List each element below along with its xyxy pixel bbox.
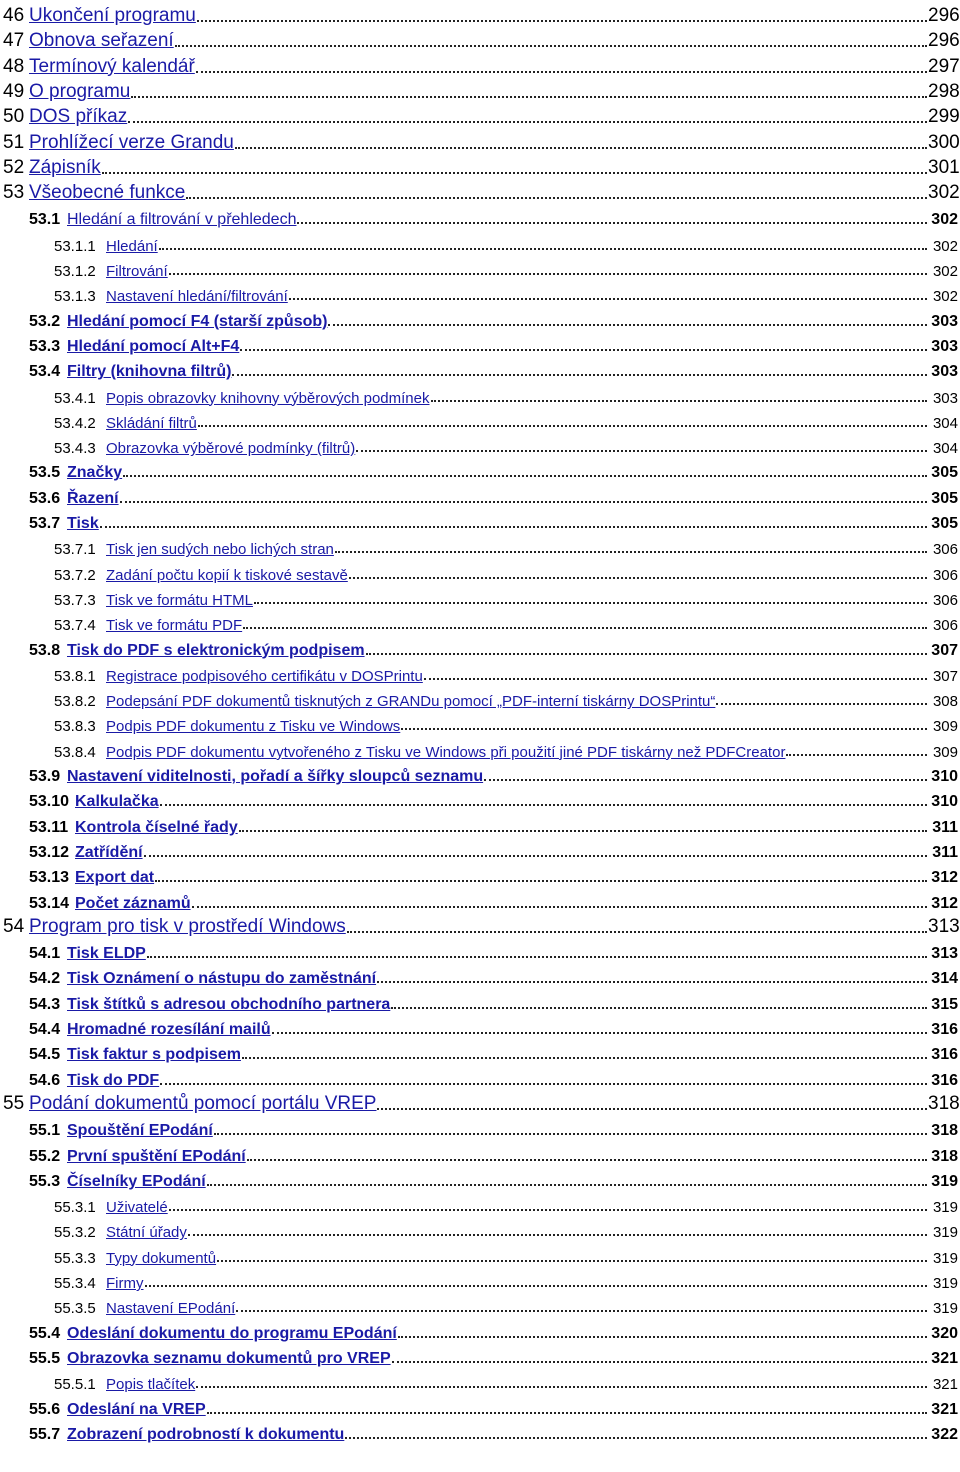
toc-leader-dots [254, 602, 927, 604]
toc-leader-dots [128, 121, 927, 123]
toc-leader-dots [207, 1184, 927, 1186]
toc-leader-dots [186, 197, 927, 199]
toc-entry-number: 53.8.1 [54, 667, 96, 685]
toc-entry-page-number: 309 [932, 743, 958, 761]
toc-entry-number: 53.1 [29, 211, 61, 229]
toc-entry[interactable] [0, 1141, 960, 1166]
toc-leader-dots [123, 475, 927, 477]
toc-entry-link[interactable]: Popis obrazovky knihovny výběrových podmínek [106, 389, 430, 407]
toc-entry-page-number: 296 [928, 5, 960, 26]
toc-leader-dots [392, 1361, 927, 1363]
toc-leader-dots [236, 1310, 927, 1312]
toc-entry-page-number: 298 [928, 80, 960, 102]
toc-leader-dots [198, 425, 927, 427]
toc-entry-link[interactable]: Hledání a filtrování v přehledech [67, 211, 297, 229]
toc-entry[interactable] [0, 1242, 960, 1267]
toc-entry[interactable] [0, 78, 960, 103]
toc-entry-page-number: 312 [931, 869, 958, 887]
toc-entry[interactable] [0, 432, 960, 457]
toc-entry-number: 54 [3, 915, 25, 937]
toc-leader-dots [196, 71, 927, 73]
toc-entry[interactable] [0, 255, 960, 280]
toc-entry-page-number: 315 [931, 995, 958, 1013]
toc-entry[interactable] [0, 837, 960, 862]
toc-leader-dots [169, 1209, 927, 1211]
toc-entry-page-number: 300 [928, 131, 960, 153]
toc-leader-dots [196, 1386, 927, 1388]
toc-entry-number: 50 [3, 106, 25, 128]
toc-entry-link[interactable]: Všeobecné funkce [29, 182, 186, 204]
toc-leader-dots [289, 298, 927, 300]
toc-entry[interactable] [0, 1166, 960, 1191]
toc-entry-number: 55.3.2 [54, 1224, 96, 1242]
toc-entry-number: 55.2 [29, 1147, 61, 1165]
toc-entry[interactable] [0, 963, 960, 988]
toc-entry-number: 53.10 [29, 793, 70, 811]
toc-entry-link[interactable]: Uživatelé [106, 1199, 168, 1217]
toc-entry-number: 53.1.1 [54, 237, 96, 255]
toc-entry-number: 53.13 [29, 869, 70, 887]
toc-entry[interactable] [0, 786, 960, 811]
toc-entry-page-number: 319 [932, 1224, 958, 1242]
toc-entry-page-number: 305 [931, 489, 958, 507]
toc-entry-page-number: 310 [931, 768, 958, 785]
toc-entry-number: 53.4 [29, 363, 61, 381]
toc-entry-link[interactable]: Podepsání PDF dokumentů tisknutých z GRANDu pomocí „PDF-interní tiskárny DOSPrintu“ [106, 693, 716, 711]
toc-entry-page-number: 322 [931, 1425, 958, 1443]
toc-entry[interactable] [0, 1191, 960, 1216]
toc-leader-dots [716, 703, 927, 705]
toc-entry[interactable] [0, 1368, 960, 1393]
toc-entry-number: 53.8 [29, 641, 61, 659]
toc-entry-page-number: 318 [931, 1122, 958, 1140]
toc-entry-link[interactable]: Zadání počtu kopií k tiskové sestavě [106, 566, 348, 584]
toc-entry-page-number: 309 [932, 718, 958, 736]
toc-leader-dots [424, 678, 927, 680]
toc-entry-number: 53.14 [29, 894, 70, 912]
toc-entry-page-number: 303 [931, 363, 958, 381]
toc-entry-number: 55.3 [29, 1172, 61, 1190]
toc-entry-link[interactable]: Kontrola číselné řady [75, 818, 238, 836]
toc-entry-link[interactable]: Odeslání na VREP [67, 1400, 206, 1418]
toc-entry-page-number: 313 [931, 945, 958, 963]
toc-leader-dots [484, 779, 927, 781]
toc-entry-link[interactable]: Odeslání dokumentu do programu EPodání [67, 1324, 397, 1342]
toc-entry-link[interactable]: Zobrazení podrobností k dokumentu [67, 1425, 345, 1443]
toc-entry-page-number: 303 [932, 389, 958, 407]
toc-entry-link[interactable]: Hledání pomocí Alt+F4 [67, 337, 240, 355]
toc-entry-number: 55.5 [29, 1349, 61, 1367]
toc-entry-page-number: 321 [931, 1400, 958, 1418]
toc-entry-link[interactable]: Spouštění EPodání [67, 1122, 213, 1140]
toc-entry[interactable] [0, 660, 960, 685]
toc-leader-dots [232, 374, 927, 376]
toc-leader-dots [102, 172, 927, 174]
toc-entry-number: 53.3 [29, 337, 61, 355]
toc-entry-page-number: 306 [932, 541, 958, 559]
toc-entry[interactable] [0, 533, 960, 558]
toc-entry-link[interactable]: Tisk do PDF s elektronickým podpisem [67, 641, 365, 659]
toc-leader-dots [120, 501, 927, 503]
toc-entry-link[interactable]: Ukončení programu [29, 5, 196, 26]
toc-entry-number: 52 [3, 156, 25, 178]
toc-entry-page-number: 311 [932, 818, 958, 836]
toc-entry-number: 55.3.3 [54, 1249, 96, 1267]
toc-entry[interactable] [0, 331, 960, 356]
toc-entry[interactable] [0, 989, 960, 1014]
toc-entry-link[interactable]: Tisk Oznámení o nástupu do zaměstnání [67, 970, 377, 988]
toc-entry[interactable] [0, 559, 960, 584]
toc-entry-page-number: 296 [928, 30, 960, 52]
toc-entry-page-number: 306 [932, 617, 958, 635]
toc-entry[interactable] [0, 457, 960, 482]
toc-entry-link[interactable]: Filtry (knihovna filtrů) [67, 363, 232, 381]
toc-leader-dots [144, 855, 927, 857]
toc-entry-number: 55.4 [29, 1324, 61, 1342]
toc-leader-dots [217, 1260, 927, 1262]
toc-entry[interactable] [0, 584, 960, 609]
toc-entry-link[interactable]: Podpis PDF dokumentu vytvořeného z Tisku ve Windows při použití jiné PDF tiskárny než PDFCreator [106, 743, 786, 761]
toc-entry-number: 53.9 [29, 768, 61, 785]
toc-entry-link[interactable]: Nastavení viditelnosti, pořadí a šířky sloupců seznamu [67, 768, 484, 785]
toc-entry-page-number: 319 [932, 1300, 958, 1318]
toc-entry-number: 55.1 [29, 1122, 61, 1140]
toc-entry-number: 54.6 [29, 1071, 61, 1089]
toc-entry-number: 46 [3, 5, 25, 26]
toc-leader-dots [349, 577, 927, 579]
toc-entry[interactable] [0, 710, 960, 735]
toc-entry[interactable] [0, 1216, 960, 1241]
toc-entry-number: 48 [3, 55, 25, 77]
toc-entry[interactable] [0, 27, 960, 52]
toc-entry-number: 49 [3, 80, 25, 102]
toc-entry[interactable] [0, 609, 960, 634]
toc-entry[interactable] [0, 1115, 960, 1140]
toc-leader-dots [431, 400, 928, 402]
toc-entry-page-number: 302 [932, 288, 958, 306]
toc-leader-dots [160, 804, 927, 806]
toc-entry-page-number: 307 [931, 641, 958, 659]
toc-entry-link[interactable]: Program pro tisk v prostředí Windows [29, 915, 346, 937]
toc-entry-number: 54.4 [29, 1021, 61, 1038]
toc-entry-page-number: 305 [931, 464, 958, 482]
toc-entry[interactable] [0, 407, 960, 432]
toc-leader-dots [377, 981, 927, 983]
toc-entry-link[interactable]: Hledání [106, 237, 158, 255]
toc-leader-dots [192, 906, 927, 908]
toc-entry[interactable] [0, 1065, 960, 1090]
toc-entry-number: 55.3.1 [54, 1199, 96, 1217]
toc-entry-number: 53.4.2 [54, 414, 96, 432]
toc-entry[interactable] [0, 103, 960, 128]
toc-entry-link[interactable]: Skládání filtrů [106, 414, 197, 432]
toc-entry-number: 54.5 [29, 1046, 61, 1064]
toc-entry[interactable] [0, 938, 960, 963]
toc-leader-dots [243, 627, 927, 629]
toc-entry[interactable] [0, 761, 960, 786]
toc-entry-number: 53.5 [29, 464, 61, 482]
toc-entry-link[interactable]: Tisk do PDF [67, 1071, 160, 1089]
toc-entry-number: 54.2 [29, 970, 61, 988]
toc-entry-number: 55.6 [29, 1400, 61, 1418]
toc-leader-dots [155, 880, 927, 882]
toc-entry[interactable] [0, 356, 960, 381]
toc-entry-page-number: 319 [932, 1249, 958, 1267]
toc-leader-dots [145, 1285, 928, 1287]
toc-entry-number: 53.8.3 [54, 718, 96, 736]
toc-entry-link[interactable]: Tisk štítků s adresou obchodního partnera [67, 995, 391, 1013]
toc-entry-page-number: 301 [928, 156, 960, 178]
toc-entry-link[interactable]: Filtrování [106, 263, 168, 280]
toc-entry[interactable] [0, 862, 960, 887]
toc-entry-page-number: 316 [931, 1071, 958, 1089]
toc-entry-number: 53.7 [29, 515, 61, 532]
toc-entry-link[interactable]: Obrazovka výběrové podmínky (filtrů) [106, 440, 356, 458]
toc-entry-link[interactable]: Registrace podpisového certifikátu v DOSPrintu [106, 667, 423, 685]
toc-entry-link[interactable]: Tisk ve formátu PDF [106, 617, 243, 635]
toc-entry[interactable] [0, 1419, 960, 1444]
toc-entry-link[interactable]: Tisk ve formátu HTML [106, 591, 253, 609]
toc-entry-page-number: 304 [932, 440, 958, 458]
toc-leader-dots [207, 1412, 927, 1414]
toc-leader-dots [272, 1032, 927, 1034]
toc-entry-link[interactable]: Kalkulačka [75, 793, 159, 811]
toc-leader-dots [235, 147, 927, 149]
toc-entry[interactable] [0, 888, 960, 913]
toc-entry[interactable] [0, 1267, 960, 1292]
toc-leader-dots [214, 1133, 927, 1135]
toc-entry-number: 55.7 [29, 1425, 61, 1443]
toc-leader-dots [242, 1057, 927, 1059]
toc-entry-link[interactable]: Hledání pomocí F4 (starší způsob) [67, 312, 328, 330]
toc-entry-number: 53.2 [29, 312, 61, 330]
toc-leader-dots [188, 1234, 927, 1236]
toc-leader-dots [239, 830, 927, 832]
toc-entry-link[interactable]: Tisk [67, 515, 99, 532]
toc-leader-dots [197, 20, 927, 22]
toc-entry-page-number: 312 [931, 894, 958, 912]
toc-entry[interactable] [0, 154, 960, 179]
toc-entry[interactable] [0, 685, 960, 710]
toc-entry-page-number: 316 [931, 1021, 958, 1038]
toc-entry-page-number: 319 [931, 1172, 958, 1190]
toc-entry[interactable] [0, 129, 960, 154]
toc-entry[interactable] [0, 306, 960, 331]
toc-entry-number: 55 [3, 1092, 25, 1114]
toc-entry-link[interactable]: Nastavení EPodání [106, 1300, 236, 1318]
toc-entry-number: 53 [3, 182, 25, 204]
toc-entry[interactable] [0, 53, 960, 78]
toc-leader-dots [335, 551, 927, 553]
toc-entry[interactable] [0, 635, 960, 660]
toc-leader-dots [160, 1083, 927, 1085]
toc-entry-number: 47 [3, 30, 25, 52]
toc-entry-number: 55.3.5 [54, 1300, 96, 1318]
toc-entry-number: 53.8.2 [54, 693, 96, 711]
toc-entry-link[interactable]: První spuštění EPodání [67, 1147, 246, 1165]
toc-entry-page-number: 304 [932, 414, 958, 432]
toc-leader-dots [398, 1336, 927, 1338]
toc-entry[interactable] [0, 280, 960, 305]
toc-entry[interactable] [0, 913, 960, 938]
toc-entry-number: 53.4.3 [54, 440, 96, 458]
toc-entry-page-number: 320 [931, 1324, 958, 1342]
toc-entry-page-number: 313 [928, 915, 960, 937]
toc-leader-dots [356, 450, 927, 452]
toc-entry[interactable] [0, 179, 960, 204]
toc-entry-link[interactable]: Zápisník [29, 156, 101, 178]
toc-leader-dots [159, 248, 927, 250]
toc-entry-link[interactable]: O programu [29, 80, 131, 102]
toc-entry-page-number: 319 [932, 1199, 958, 1217]
toc-entry-number: 53.8.4 [54, 743, 96, 761]
toc-entry-page-number: 302 [932, 237, 958, 255]
toc-entry-page-number: 310 [931, 793, 958, 811]
toc-entry-number: 55.3.4 [54, 1275, 96, 1292]
toc-entry-number: 53.7.1 [54, 541, 96, 559]
toc-leader-dots [401, 728, 927, 730]
toc-entry[interactable] [0, 1014, 960, 1039]
toc-entry-page-number: 306 [932, 566, 958, 584]
toc-leader-dots [345, 1437, 927, 1439]
toc-entry-link[interactable]: Podpis PDF dokumentu z Tisku ve Windows [106, 718, 401, 736]
toc-leader-dots [247, 1159, 927, 1161]
toc-leader-dots [328, 324, 927, 326]
toc-entry-link[interactable]: Obrazovka seznamu dokumentů pro VREP [67, 1349, 391, 1367]
toc-entry[interactable] [0, 1039, 960, 1064]
toc-entry[interactable] [0, 812, 960, 837]
toc-leader-dots [147, 956, 927, 958]
toc-leader-dots [131, 96, 927, 98]
toc-leader-dots [240, 349, 927, 351]
toc-entry[interactable] [0, 1343, 960, 1368]
toc-entry-link[interactable]: Hromadné rozesílání mailů [67, 1021, 271, 1038]
toc-entry-number: 53.6 [29, 489, 61, 507]
toc-leader-dots [391, 1007, 927, 1009]
toc-entry-page-number: 321 [932, 1376, 958, 1394]
toc-leader-dots [297, 222, 927, 224]
toc-entry-number: 53.12 [29, 843, 70, 861]
toc-entry[interactable] [0, 1090, 960, 1115]
toc-leader-dots [347, 931, 927, 933]
toc-entry-number: 53.4.1 [54, 389, 96, 407]
toc-entry-link[interactable]: Termínový kalendář [29, 55, 195, 77]
toc-entry-link[interactable]: Obnova seřazení [29, 30, 174, 52]
toc-entry-page-number: 302 [928, 182, 960, 204]
toc-entry-link[interactable]: Zatřídění [75, 843, 143, 861]
toc-entry-page-number: 307 [932, 667, 958, 685]
toc-entry-link[interactable]: Podání dokumentů pomocí portálu VREP [29, 1092, 377, 1114]
toc-entry-number: 53.7.3 [54, 591, 96, 609]
toc-entry[interactable] [0, 483, 960, 508]
toc-entry-link[interactable]: Počet záznamů [75, 894, 191, 912]
toc-leader-dots [786, 754, 927, 756]
toc-entry-number: 53.11 [29, 818, 69, 836]
toc-entry[interactable] [0, 230, 960, 255]
toc-entry[interactable] [0, 736, 960, 761]
toc-leader-dots [175, 45, 927, 47]
toc-entry-number: 53.1.3 [54, 288, 96, 306]
toc-entry-page-number: 302 [931, 211, 958, 229]
toc-entry-number: 51 [3, 131, 25, 153]
toc-leader-dots [366, 653, 927, 655]
toc-entry-page-number: 314 [931, 970, 958, 988]
toc-entry-link[interactable]: Značky [67, 464, 123, 482]
toc-entry-page-number: 308 [932, 693, 958, 711]
toc-entry-page-number: 305 [931, 515, 958, 532]
toc-entry-page-number: 311 [932, 843, 958, 861]
toc-entry-link[interactable]: Tisk faktur s podpisem [67, 1046, 241, 1064]
toc-entry[interactable] [0, 382, 960, 407]
toc-entry-link[interactable]: Řazení [67, 489, 119, 507]
toc-leader-dots [377, 1108, 927, 1110]
toc-entry-link[interactable]: Firmy [106, 1275, 144, 1292]
toc-entry[interactable] [0, 1292, 960, 1317]
toc-entry-page-number: 297 [928, 55, 960, 77]
toc-entry-number: 54.3 [29, 995, 61, 1013]
toc-entry-page-number: 318 [931, 1147, 958, 1165]
toc-entry-number: 54.1 [29, 945, 61, 963]
toc-entry-link[interactable]: Typy dokumentů [106, 1249, 217, 1267]
toc-entry[interactable] [0, 508, 960, 533]
toc-entry-link[interactable]: Tisk jen sudých nebo lichých stran [106, 541, 334, 559]
toc-entry-number: 53.7.2 [54, 566, 96, 584]
toc-entry-number: 53.7.4 [54, 617, 96, 635]
toc-entry[interactable] [0, 1394, 960, 1419]
toc-entry-page-number: 321 [931, 1349, 958, 1367]
toc-entry-page-number: 299 [928, 106, 960, 128]
toc-leader-dots [169, 273, 927, 275]
toc-entry-link[interactable]: Popis tlačítek [106, 1376, 196, 1394]
toc-entry-link[interactable]: DOS příkaz [29, 106, 128, 128]
toc-entry-link[interactable]: Tisk ELDP [67, 945, 146, 963]
toc-entry-link[interactable]: Číselníky EPodání [67, 1172, 206, 1190]
toc-entry-link[interactable]: Export dat [75, 869, 155, 887]
toc-entry-number: 53.1.2 [54, 263, 96, 280]
toc-entry-link[interactable]: Státní úřady [106, 1224, 187, 1242]
toc-entry[interactable] [0, 204, 960, 229]
toc-entry-page-number: 306 [932, 591, 958, 609]
toc-entry-link[interactable]: Prohlížecí verze Grandu [29, 131, 234, 153]
toc-entry[interactable] [0, 2, 960, 27]
toc-entry-page-number: 316 [931, 1046, 958, 1064]
toc-entry-page-number: 302 [932, 263, 958, 280]
toc-entry-number: 55.5.1 [54, 1376, 96, 1394]
toc-entry-page-number: 318 [928, 1092, 960, 1114]
toc-entry-page-number: 303 [931, 312, 958, 330]
toc-entry-link[interactable]: Nastavení hledání/filtrování [106, 288, 288, 306]
toc-entry-page-number: 319 [932, 1275, 958, 1292]
toc-leader-dots [100, 526, 927, 528]
toc-entry-page-number: 303 [931, 337, 958, 355]
toc-entry[interactable] [0, 1318, 960, 1343]
